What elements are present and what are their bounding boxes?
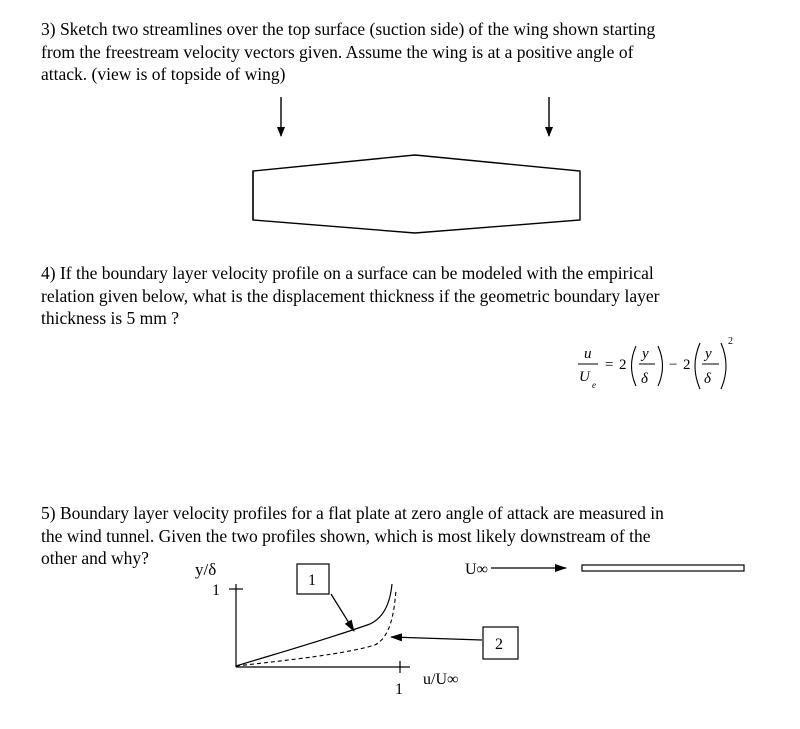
velocity-profile-2	[236, 590, 396, 666]
profile-1-pointer-arrow-icon	[331, 594, 354, 631]
y-tick-label: 1	[212, 582, 220, 599]
question-5-line: the wind tunnel. Given the two profiles shown, which is most likely downstream of the	[41, 525, 651, 546]
eq-equals: =	[605, 357, 614, 373]
profile-2-pointer-arrow-icon	[391, 637, 482, 640]
profile-1-label: 1	[308, 572, 316, 589]
eq-paren-close-b	[721, 343, 726, 389]
x-axis-label: u/U∞	[423, 671, 459, 688]
question-4-line: thickness is 5 mm ?	[41, 308, 180, 328]
question-5	[41, 502, 741, 570]
wing-planform-outline	[253, 155, 580, 233]
eq-coef-b: 2	[683, 357, 691, 373]
eq-delta-a: δ	[641, 371, 648, 387]
eq-y-b: y	[705, 346, 712, 362]
eq-U: U	[579, 369, 590, 385]
eq-coef-a: 2	[619, 357, 627, 373]
question-4	[41, 262, 741, 330]
question-3-line: 3) Sketch two streamlines over the top surface (suction side) of the wing shown starting	[41, 19, 656, 39]
question-3	[41, 18, 741, 86]
question-3-line: attack. (view is of topside of wing)	[41, 64, 286, 84]
eq-u: u	[584, 346, 592, 362]
eq-exponent: 2	[728, 336, 733, 347]
eq-minus: −	[669, 357, 678, 373]
profile-2-label: 2	[495, 636, 503, 653]
freestream-label: U∞	[465, 561, 488, 578]
question-5-line: 5) Boundary layer velocity profiles for a flat plate at zero angle of attack are measured in	[41, 503, 664, 523]
eq-delta-b: δ	[704, 371, 711, 387]
question-3-line: from the freestream velocity vectors given. Assume the wing is at a positive angle of	[41, 41, 634, 62]
question-4-line: 4) If the boundary layer velocity profile on a surface can be modeled with the empirical	[41, 263, 654, 283]
velocity-profile-1	[236, 584, 392, 666]
x-tick-label: 1	[395, 681, 403, 698]
eq-y-a: y	[642, 346, 649, 362]
question-4-line: relation given below, what is the displacement thickness if the geometric boundary layer	[41, 285, 660, 306]
profile-2-label-box	[483, 627, 518, 659]
y-axis-label: y/δ	[195, 560, 217, 579]
eq-e-subscript: e	[592, 380, 596, 390]
eq-paren-open-b	[695, 343, 700, 389]
eq-paren-close-a	[658, 346, 663, 386]
question-5-line: other and why?	[41, 548, 149, 568]
eq-paren-open-a	[632, 346, 637, 386]
